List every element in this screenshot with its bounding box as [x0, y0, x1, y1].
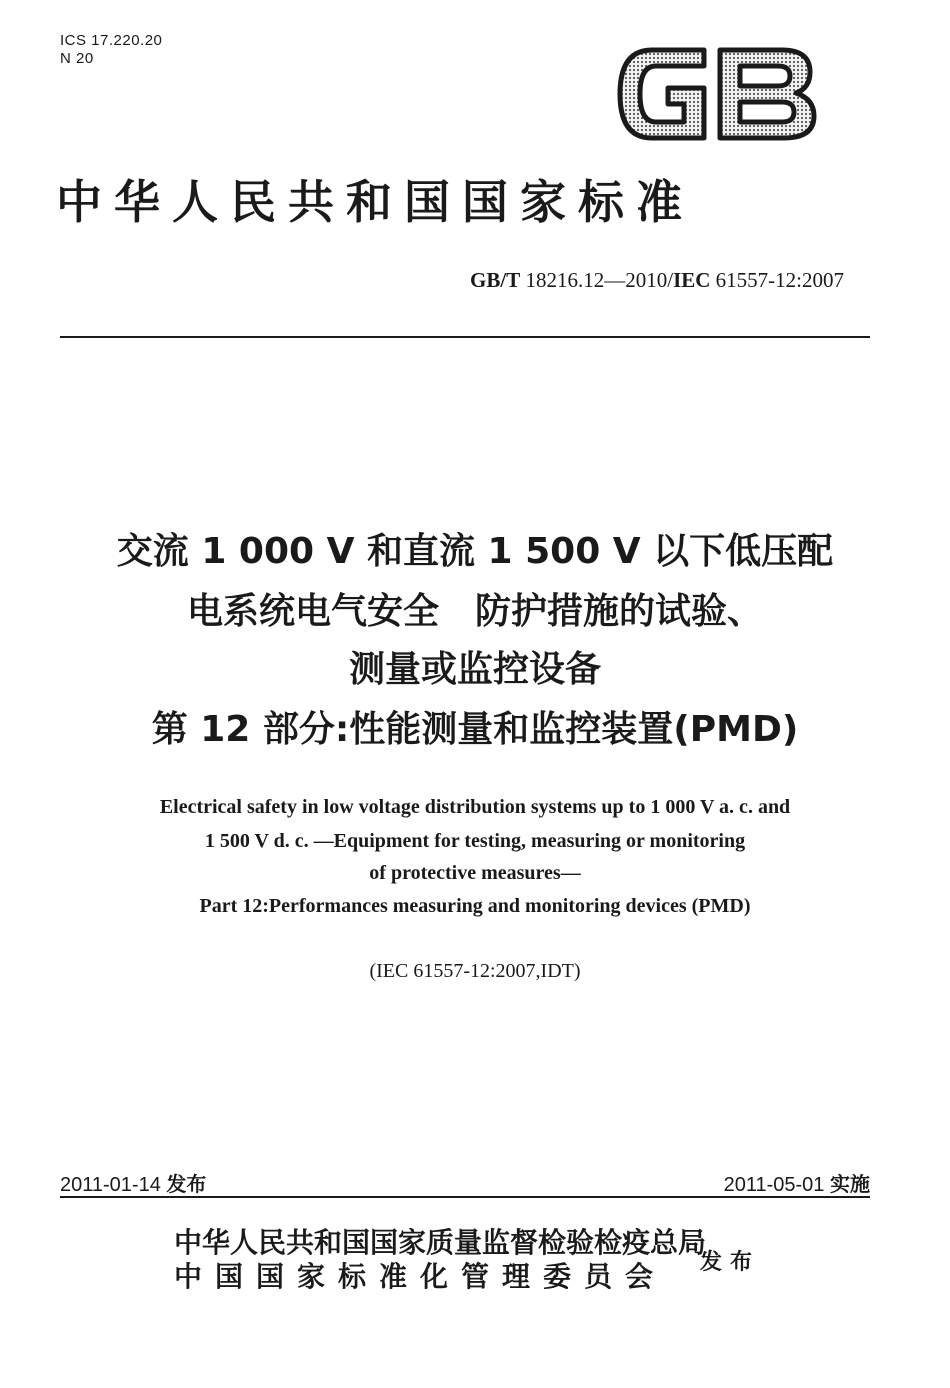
issue-date — [60, 1168, 206, 1197]
ics-code: ICS 17.220.20 — [60, 32, 163, 49]
standard-number — [470, 268, 844, 293]
gb-logo — [612, 44, 822, 144]
chinese-title-line-4: 第 12 部分:性能测量和监控装置(PMD) — [151, 709, 799, 750]
adoption-statement: (IEC 61557-12:2007,IDT) — [369, 960, 581, 982]
issuer-sac: 中国国家标准化管理委员会 — [174, 1260, 667, 1293]
standard-number-prefix: GB/T — [470, 268, 521, 292]
publish-label: 发布 — [700, 1249, 761, 1275]
chinese-title-line-1: 交流 1 000 V 和直流 1 500 V 以下低压配 — [116, 531, 834, 572]
top-divider — [60, 336, 870, 338]
english-title-line-4: Part 12:Performances measuring and monitoring devices (PMD) — [199, 895, 751, 917]
chinese-title-line-2: 电系统电气安全 防护措施的试验、 — [186, 591, 763, 632]
issuer-aqsiq: 中华人民共和国国家质量监督检验检疫总局 — [174, 1226, 707, 1259]
standard-number-main: 18216.12—2010/ — [520, 268, 674, 292]
chinese-title-line-3: 测量或监控设备 — [348, 649, 601, 690]
issue-date-label: 发布 — [166, 1172, 207, 1196]
standard-category-title: 中华人民共和国国家标准 — [56, 175, 694, 229]
english-title-line-1: Electrical safety in low voltage distribution systems up to 1 000 V a. c. and — [159, 796, 791, 818]
bottom-divider — [60, 1196, 870, 1198]
english-title-line-2: 1 500 V d. c. —Equipment for testing, measuring or monitoring — [204, 830, 746, 852]
implementation-date-value: 2011-05-01 — [723, 1174, 825, 1196]
standard-number-iec-prefix: IEC — [673, 268, 711, 292]
classification-codes — [60, 32, 162, 68]
standard-number-iec: 61557-12:2007 — [710, 268, 844, 292]
implementation-date — [724, 1168, 870, 1197]
english-title-line-3: of protective measures— — [369, 862, 581, 884]
implementation-date-label: 实施 — [830, 1172, 870, 1196]
issue-date-value: 2011-01-14 — [60, 1174, 161, 1196]
ccs-code: N 20 — [60, 50, 94, 67]
